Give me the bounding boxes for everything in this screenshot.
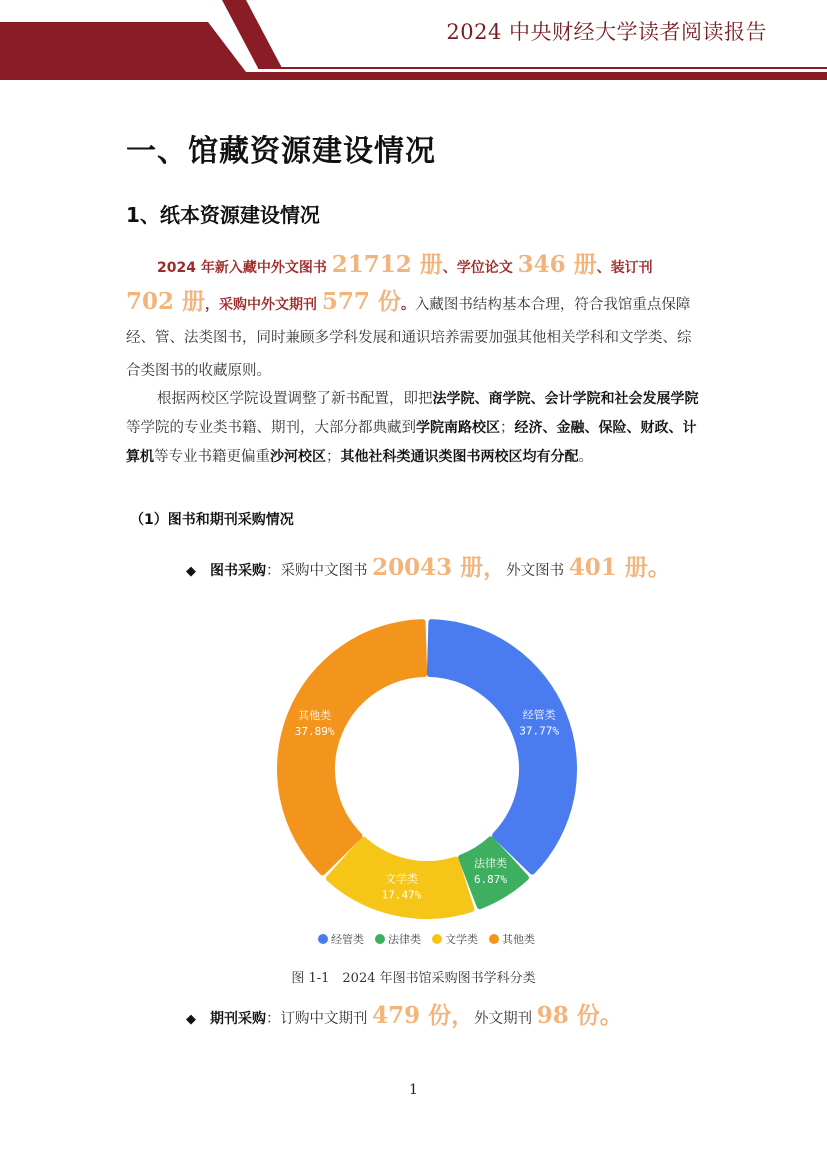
donut-slice-3	[280, 622, 424, 872]
slice-percent-label: 6.87%	[473, 872, 508, 886]
diamond-bullet-icon: ◆	[186, 564, 196, 579]
chinese-books-count: 20043 册	[372, 554, 484, 581]
subsection-title: 1、纸本资源建设情况	[126, 203, 320, 227]
theses-count: 346 册	[517, 251, 597, 278]
slice-category-label: 其他类	[298, 709, 332, 723]
header-title: 2024 中央财经大学读者阅读报告	[446, 20, 767, 44]
bound-journals-count: 702 册	[126, 288, 206, 315]
slice-percent-label: 37.77%	[519, 724, 560, 738]
slice-percent-label: 37.89%	[294, 725, 335, 739]
legend-label: 文学类	[445, 933, 478, 946]
legend-swatch	[375, 934, 385, 944]
slice-category-label: 法律类	[474, 856, 508, 870]
diamond-bullet-icon: ◆	[186, 1012, 196, 1027]
legend-label: 经管类	[331, 933, 364, 946]
legend-swatch	[489, 934, 499, 944]
donut-slice-0	[430, 622, 574, 872]
legend-label: 其他类	[502, 933, 535, 946]
figure-caption: 图 1-1 2024 年图书馆采购图书学科分类	[291, 971, 536, 986]
slice-percent-label: 17.47%	[381, 888, 422, 902]
page-number: 1	[409, 1082, 418, 1098]
legend-label: 法律类	[388, 933, 421, 946]
new-books-count: 21712 册	[331, 251, 443, 278]
slice-category-label: 文学类	[385, 872, 419, 886]
foreign-books-count: 401 册	[568, 554, 648, 581]
foreign-periodicals-count: 98 份	[536, 1002, 600, 1029]
legend-swatch	[318, 934, 328, 944]
paragraph-distribution: 根据两校区学院设置调整了新书配置，即把法学院、商学院、会计学院和社会发展学院等学院的专业类书籍、期刊，大部分都典藏到学院南路校区；经济、金融、保险、财政、计算机等专业书籍更偏重沙河校区；其他社科类通识类图书两校区均有分配。	[126, 391, 699, 465]
bullet-periodicals: ◆ 期刊采购：订购中文期刊 479 份，外文期刊 98 份。	[186, 1002, 623, 1029]
section-title: 一、馆藏资源建设情况	[126, 134, 436, 169]
chinese-periodicals-count: 479 份	[372, 1002, 452, 1029]
legend-swatch	[432, 934, 442, 944]
paragraph-acquisitions: 2024 年新入藏中外文图书 21712 册、学位论文 346 册、装订刊 702 册，采购中外文期刊 577 份。入藏图书结构基本合理，符合我馆重点保障经、管、法类图书，同时兼顾多学科发展和通识培养需要加强其他相关学科和文学类、综合类图书的收藏原则。	[126, 251, 692, 379]
periodicals-count: 577 份	[321, 288, 401, 315]
slice-category-label: 经管类	[522, 708, 556, 722]
bullet-books: ◆ 图书采购：采购中文图书 20043 册，外文图书 401 册。	[186, 554, 671, 581]
purchase-subheading: （1）图书和期刊采购情况	[130, 512, 294, 528]
